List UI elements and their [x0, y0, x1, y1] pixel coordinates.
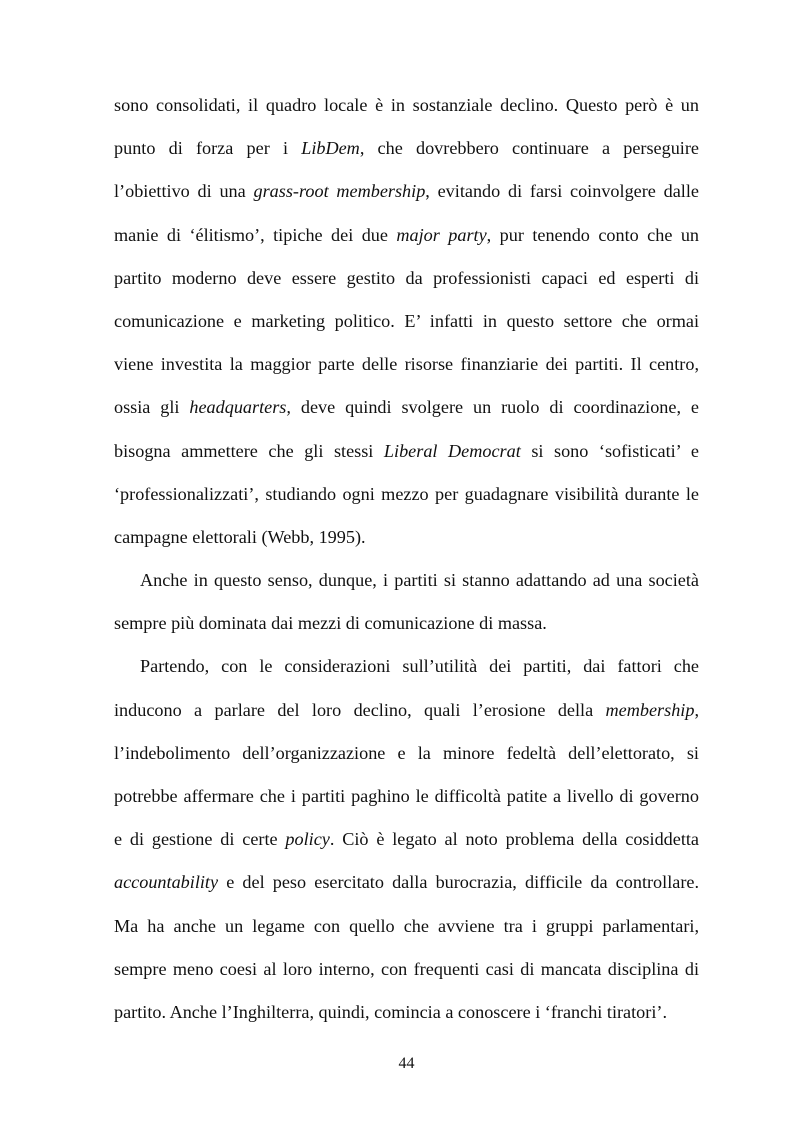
body-text	[114, 84, 699, 1034]
text-line-6: comunicazione e marketing politico. E’ infatti in questo settore che ormai	[114, 310, 699, 331]
text-line-18: e di gestione di certe policy. Ciò è legato al noto problema della cosiddetta	[114, 829, 700, 850]
text-line-21: sempre meno coesi al loro interno, con frequenti casi di mancata disciplina di	[114, 958, 699, 979]
text-line-5: partito moderno deve essere gestito da professionisti capaci ed esperti di	[114, 267, 699, 288]
text-line-9: bisogna ammettere che gli stessi Liberal Democrat si sono ‘sofisticati’ e	[114, 440, 699, 461]
text-line-17: potrebbe affermare che i partiti paghino le difficoltà patite a livello di governo	[114, 786, 699, 806]
text-line-3: l’obiettivo di una grass-root membership, evitando di farsi coinvolgere dalle	[114, 181, 699, 202]
text-line-16: l’indebolimento dell’organizzazione e la minore fedeltà dell’elettorato, si	[114, 742, 699, 763]
text-line-11: campagne elettorali (Webb, 1995).	[114, 526, 366, 547]
text-line-12: Anche in questo senso, dunque, i partiti si stanno adattando ad una società	[140, 570, 699, 591]
text-line-19: accountability e del peso esercitato dalla burocrazia, difficile da controllare.	[114, 872, 699, 893]
text-line-8: ossia gli headquarters, deve quindi svolgere un ruolo di coordinazione, e	[114, 397, 699, 418]
text-line-20: Ma ha anche un legame con quello che avviene tra i gruppi parlamentari,	[114, 915, 699, 936]
page-number: 44	[398, 1055, 415, 1072]
text-line-2: punto di forza per i LibDem, che dovrebbero continuare a perseguire	[114, 138, 699, 159]
text-line-22: partito. Anche l’Inghilterra, quindi, comincia a conoscere i ‘franchi tiratori’.	[114, 1001, 667, 1022]
text-line-1: sono consolidati, il quadro locale è in sostanziale declino. Questo però è un	[114, 95, 699, 115]
text-line-15: inducono a parlare del loro declino, quali l’erosione della membership,	[114, 699, 699, 720]
text-line-4: manie di ‘élitismo’, tipiche dei due major party, pur tenendo conto che un	[114, 224, 700, 245]
text-line-13: sempre più dominata dai mezzi di comunicazione di massa.	[114, 613, 547, 634]
text-line-10: ‘professionalizzati’, studiando ogni mezzo per guadagnare visibilità durante le	[114, 483, 699, 504]
text-line-14: Partendo, con le considerazioni sull’utilità dei partiti, dai fattori che	[140, 656, 699, 677]
text-line-7: viene investita la maggior parte delle risorse finanziarie dei partiti. Il centro,	[114, 354, 699, 375]
